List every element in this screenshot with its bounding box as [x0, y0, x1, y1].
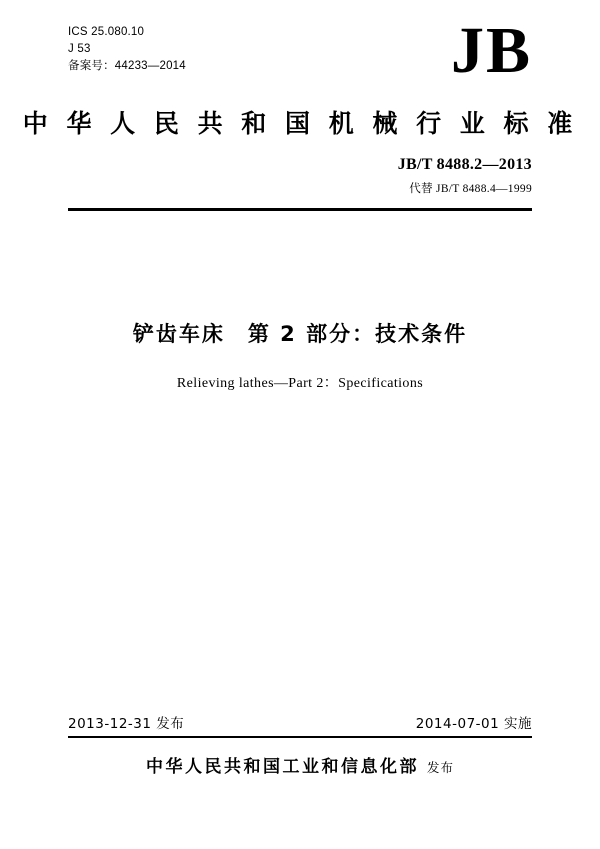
standard-number-block [398, 156, 532, 196]
publisher-block [0, 752, 600, 777]
divider-bottom [68, 736, 532, 738]
replaced-standard: 代替 JB/T 8488.4—1999 [409, 183, 532, 195]
jb-logo: JB [450, 14, 532, 87]
subject-title-english: Relieving lathes—Part 2：Specifications [176, 376, 424, 391]
publisher-organization: 中华人民共和国工业和信息化部 [145, 757, 419, 777]
subject-title-chinese: 铲齿车床 第 2 部分：技术条件 [132, 322, 468, 346]
classification-code: J 53 [68, 43, 91, 55]
record-number: 备案号：44233—2014 [68, 60, 186, 72]
header-block [68, 14, 532, 94]
ics-info-group [68, 24, 186, 75]
issue-date: 2013-12-31 发布 [68, 716, 185, 732]
divider-top [68, 208, 532, 211]
ics-code: ICS 25.080.10 [68, 26, 145, 38]
effective-date: 2014-07-01 实施 [415, 716, 532, 732]
standard-number: JB/T 8488.2—2013 [397, 156, 532, 173]
page-title: 中 华 人 民 共 和 国 机 械 行 业 标 准 [22, 109, 578, 138]
publisher-verb: 发布 [426, 760, 454, 775]
